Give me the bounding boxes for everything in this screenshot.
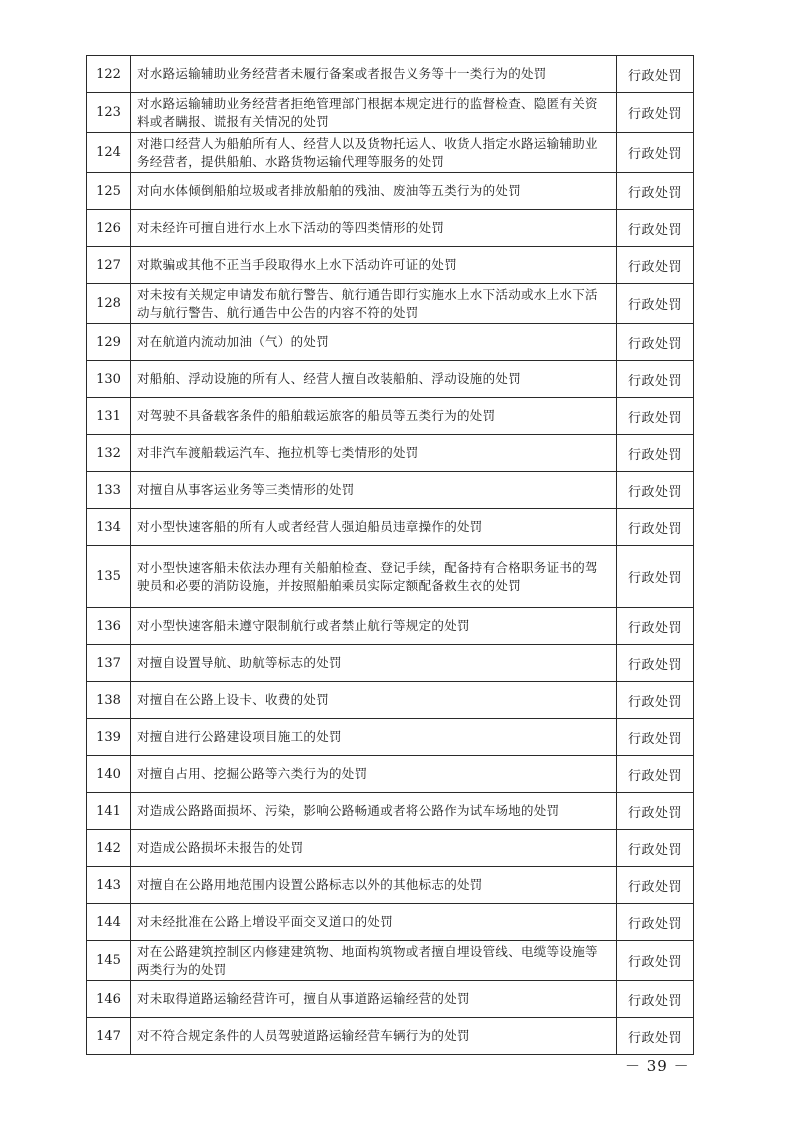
row-number: 123 <box>87 93 131 133</box>
item-type: 行政处罚 <box>617 210 694 247</box>
item-name: 对小型快速客船未遵守限制航行或者禁止航行等规定的处罚 <box>131 608 617 645</box>
table-row <box>87 981 694 1018</box>
row-number: 135 <box>87 546 131 608</box>
table-row <box>87 904 694 941</box>
row-number: 143 <box>87 867 131 904</box>
row-number: 133 <box>87 472 131 509</box>
row-number: 136 <box>87 608 131 645</box>
table-row <box>87 324 694 361</box>
item-type: 行政处罚 <box>617 361 694 398</box>
row-number: 125 <box>87 173 131 210</box>
row-number: 128 <box>87 284 131 324</box>
row-number: 131 <box>87 398 131 435</box>
table-row <box>87 608 694 645</box>
item-type: 行政处罚 <box>617 756 694 793</box>
row-number: 127 <box>87 247 131 284</box>
row-number: 146 <box>87 981 131 1018</box>
item-type: 行政处罚 <box>617 398 694 435</box>
item-name: 对欺骗或其他不正当手段取得水上水下活动许可证的处罚 <box>131 247 617 284</box>
row-number: 130 <box>87 361 131 398</box>
item-type: 行政处罚 <box>617 682 694 719</box>
item-type: 行政处罚 <box>617 793 694 830</box>
table-row <box>87 719 694 756</box>
item-name: 对在公路建筑控制区内修建建筑物、地面构筑物或者擅自埋设管线、电缆等设施等两类行为的处罚 <box>131 941 617 981</box>
item-name: 对在航道内流动加油（气）的处罚 <box>131 324 617 361</box>
item-name: 对擅自在公路用地范围内设置公路标志以外的其他标志的处罚 <box>131 867 617 904</box>
item-name: 对水路运输辅助业务经营者拒绝管理部门根据本规定进行的监督检查、隐匿有关资料或者瞒报、谎报有关情况的处罚 <box>131 93 617 133</box>
item-name: 对造成公路路面损坏、污染，影响公路畅通或者将公路作为试车场地的处罚 <box>131 793 617 830</box>
row-number: 147 <box>87 1018 131 1055</box>
row-number: 142 <box>87 830 131 867</box>
item-type: 行政处罚 <box>617 509 694 546</box>
table-row <box>87 247 694 284</box>
item-name: 对船舶、浮动设施的所有人、经营人擅自改装船舶、浮动设施的处罚 <box>131 361 617 398</box>
item-name: 对未按有关规定申请发布航行警告、航行通告即行实施水上水下活动或水上水下活动与航行警告、航行通告中公告的内容不符的处罚 <box>131 284 617 324</box>
penalty-table <box>86 55 694 1055</box>
item-name: 对小型快速客船未依法办理有关船舶检查、登记手续，配备持有合格职务证书的驾驶员和必要的消防设施，并按照船舶乘员实际定额配备救生衣的处罚 <box>131 546 617 608</box>
table-row <box>87 361 694 398</box>
item-name: 对擅自设置导航、助航等标志的处罚 <box>131 645 617 682</box>
page-number: － 39 － <box>625 1057 690 1075</box>
item-name: 对驾驶不具备载客条件的船舶载运旅客的船员等五类行为的处罚 <box>131 398 617 435</box>
item-type: 行政处罚 <box>617 719 694 756</box>
row-number: 132 <box>87 435 131 472</box>
table-row <box>87 472 694 509</box>
item-type: 行政处罚 <box>617 904 694 941</box>
table-row <box>87 756 694 793</box>
row-number: 129 <box>87 324 131 361</box>
item-type: 行政处罚 <box>617 247 694 284</box>
penalty-table-body <box>87 56 694 1055</box>
table-row <box>87 93 694 133</box>
table-row <box>87 56 694 93</box>
item-type: 行政处罚 <box>617 1018 694 1055</box>
row-number: 144 <box>87 904 131 941</box>
item-name: 对造成公路损坏未报告的处罚 <box>131 830 617 867</box>
item-type: 行政处罚 <box>617 472 694 509</box>
item-name: 对港口经营人为船舶所有人、经营人以及货物托运人、收货人指定水路运输辅助业务经营者，提供船舶、水路货物运输代理等服务的处罚 <box>131 133 617 173</box>
row-number: 126 <box>87 210 131 247</box>
row-number: 137 <box>87 645 131 682</box>
table-row <box>87 546 694 608</box>
table-row <box>87 793 694 830</box>
table-row <box>87 1018 694 1055</box>
table-row <box>87 645 694 682</box>
row-number: 122 <box>87 56 131 93</box>
item-type: 行政处罚 <box>617 93 694 133</box>
item-type: 行政处罚 <box>617 435 694 472</box>
item-type: 行政处罚 <box>617 56 694 93</box>
item-type: 行政处罚 <box>617 867 694 904</box>
item-name: 对未取得道路运输经营许可，擅自从事道路运输经营的处罚 <box>131 981 617 1018</box>
table-row <box>87 509 694 546</box>
item-name: 对擅自从事客运业务等三类情形的处罚 <box>131 472 617 509</box>
item-type: 行政处罚 <box>617 608 694 645</box>
item-type: 行政处罚 <box>617 981 694 1018</box>
item-name: 对小型快速客船的所有人或者经营人强迫船员违章操作的处罚 <box>131 509 617 546</box>
item-name: 对擅自在公路上设卡、收费的处罚 <box>131 682 617 719</box>
item-name: 对不符合规定条件的人员驾驶道路运输经营车辆行为的处罚 <box>131 1018 617 1055</box>
item-name: 对未经批准在公路上增设平面交叉道口的处罚 <box>131 904 617 941</box>
item-type: 行政处罚 <box>617 546 694 608</box>
item-type: 行政处罚 <box>617 284 694 324</box>
table-row <box>87 682 694 719</box>
table-row <box>87 398 694 435</box>
row-number: 140 <box>87 756 131 793</box>
item-name: 对向水体倾倒船舶垃圾或者排放船舶的残油、废油等五类行为的处罚 <box>131 173 617 210</box>
item-type: 行政处罚 <box>617 645 694 682</box>
item-name: 对未经许可擅自进行水上水下活动的等四类情形的处罚 <box>131 210 617 247</box>
item-name: 对擅自占用、挖掘公路等六类行为的处罚 <box>131 756 617 793</box>
table-row <box>87 133 694 173</box>
table-row <box>87 210 694 247</box>
row-number: 145 <box>87 941 131 981</box>
row-number: 139 <box>87 719 131 756</box>
table-row <box>87 284 694 324</box>
table-row <box>87 830 694 867</box>
item-name: 对擅自进行公路建设项目施工的处罚 <box>131 719 617 756</box>
item-type: 行政处罚 <box>617 133 694 173</box>
row-number: 134 <box>87 509 131 546</box>
row-number: 138 <box>87 682 131 719</box>
table-row <box>87 435 694 472</box>
row-number: 141 <box>87 793 131 830</box>
table-row <box>87 867 694 904</box>
row-number: 124 <box>87 133 131 173</box>
item-type: 行政处罚 <box>617 830 694 867</box>
item-name: 对非汽车渡船载运汽车、拖拉机等七类情形的处罚 <box>131 435 617 472</box>
item-name: 对水路运输辅助业务经营者未履行备案或者报告义务等十一类行为的处罚 <box>131 56 617 93</box>
table-row <box>87 173 694 210</box>
item-type: 行政处罚 <box>617 324 694 361</box>
penalty-table-sheet <box>86 55 693 1055</box>
item-type: 行政处罚 <box>617 941 694 981</box>
table-row <box>87 941 694 981</box>
item-type: 行政处罚 <box>617 173 694 210</box>
